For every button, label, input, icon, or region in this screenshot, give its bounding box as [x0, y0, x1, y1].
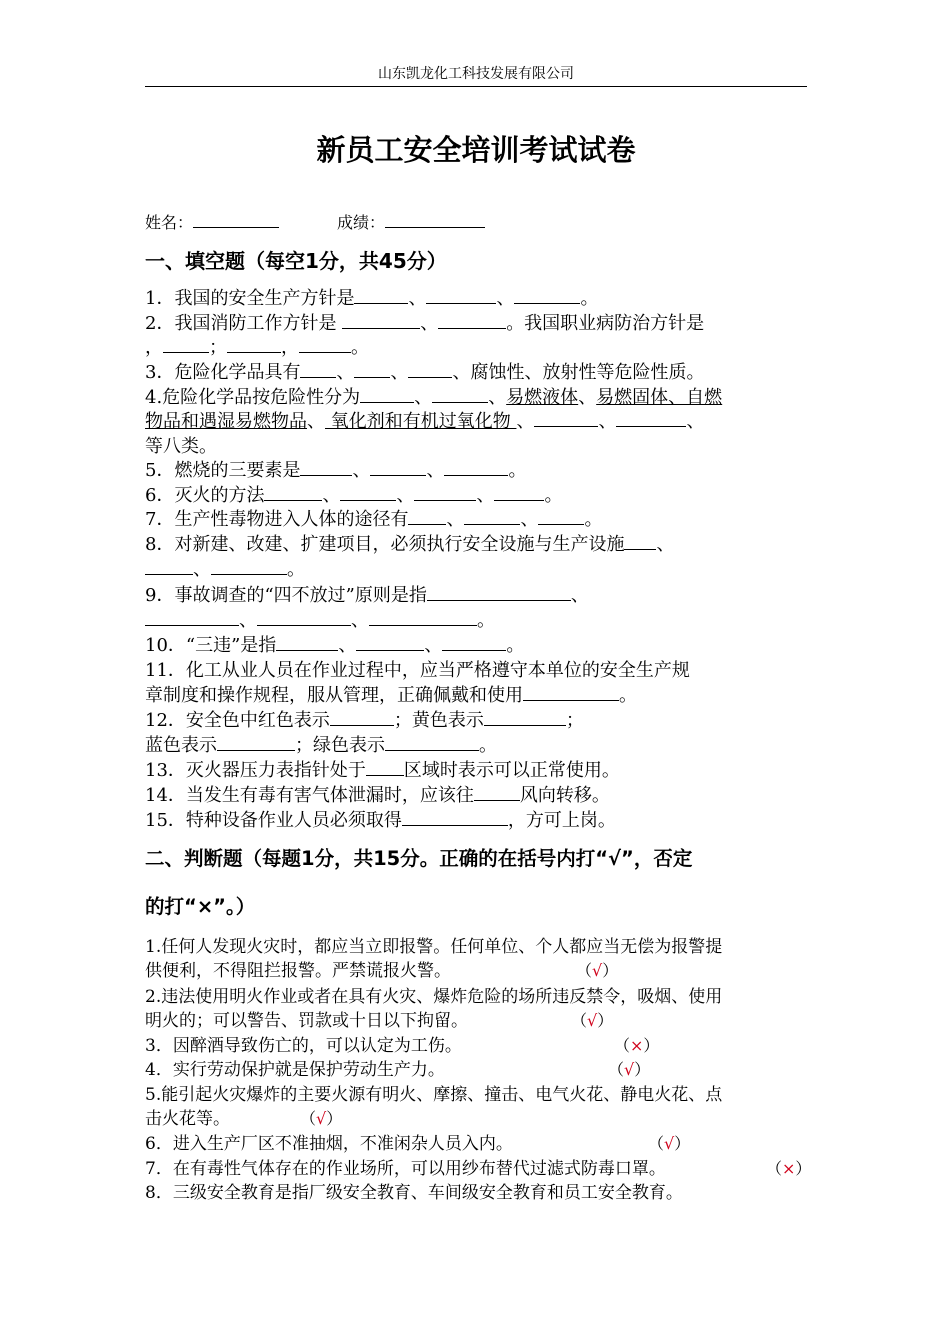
answer-blank[interactable] [342, 312, 420, 329]
answer-blank[interactable] [227, 336, 281, 353]
question-11: 11．化工从业人员在作业过程中，应当严格遵守本单位的安全生产规 [145, 660, 690, 681]
answer-blank[interactable] [264, 484, 322, 501]
answer-blank[interactable] [426, 287, 496, 304]
question-14: 14．当发生有毒有害气体泄漏时，应该往 风向转移。 [145, 785, 610, 806]
question-9: 9．事故调查的“四不放过”原则是指 、 [145, 585, 589, 606]
question-3: 3．危险化学品具有 、 、 、腐蚀性、放射性等危险性质。 [145, 362, 705, 383]
answer-blank[interactable] [257, 609, 351, 626]
answer-blank[interactable] [538, 508, 584, 525]
answer-mark: （√） [608, 1060, 651, 1079]
question-12-cont: 蓝色表示 ；绿色表示 。 [145, 735, 497, 756]
question-1: 1．我国的安全生产方针是 、 、 。 [145, 288, 599, 309]
answer-blank[interactable] [474, 784, 520, 801]
section2-heading-cont: 的打“×”。） [145, 895, 256, 918]
judgment-5-cont: 击火花等。 [145, 1109, 230, 1129]
question-9-cont: 、 、 。 [145, 609, 807, 633]
judgment-1: 1.任何人发现火灾时，都应当立即报警。任何单位、个人都应当无偿为报警提 [145, 937, 723, 957]
answer-blank[interactable] [494, 484, 544, 501]
answer-blank[interactable] [217, 734, 295, 751]
answer-blank[interactable] [330, 709, 394, 726]
answer-blank[interactable] [360, 386, 414, 403]
answer-blank[interactable] [354, 361, 390, 378]
question-13: 13．灭火器压力表指针处于 区域时表示可以正常使用。 [145, 760, 620, 781]
question-2: 2．我国消防工作方针是 、 。我国职业病防治方针是 [145, 313, 705, 334]
judgment-4: 4．实行劳动保护就是保护劳动生产力。 [145, 1060, 445, 1080]
question-15: 15．特种设备作业人员必须取得 ，方可上岗。 [145, 810, 616, 831]
question-4-cont: 物品和遇湿易燃物品、 氧化剂和有机过氧化物 、 、 、 [145, 411, 705, 432]
answer-blank[interactable] [145, 609, 239, 626]
name-label: 姓名： [145, 213, 194, 232]
name-score-row [145, 212, 485, 234]
question-8: 8．对新建、改建、扩建项目，必须执行安全设施与生产设施 、 [145, 534, 675, 555]
answer-blank[interactable] [444, 459, 508, 476]
score-blank[interactable] [385, 213, 485, 228]
judgment-5: 5.能引起火灾爆炸的主要火源有明火、摩擦、撞击、电气火花、静电火花、点 [145, 1085, 723, 1105]
score-label: 成绩： [337, 213, 386, 232]
answer-blank[interactable] [163, 336, 209, 353]
answer-blank[interactable] [366, 759, 404, 776]
answer-mark: （√） [576, 961, 619, 980]
answer-blank[interactable] [432, 386, 488, 403]
answer-blank[interactable] [442, 634, 506, 651]
answer-blank[interactable] [385, 734, 479, 751]
header-rule [145, 86, 807, 87]
judgment-6: 6．进入生产厂区不准抽烟，不准闲杂人员入内。 [145, 1134, 513, 1154]
judgment-2-cont: 明火的；可以警告、罚款或十日以下拘留。 [145, 1011, 468, 1031]
answer-blank[interactable] [624, 533, 656, 550]
question-5: 5．燃烧的三要素是 、 、 。 [145, 460, 527, 481]
answer-blank[interactable] [370, 459, 426, 476]
name-blank[interactable] [193, 213, 279, 228]
answer-mark: （√） [648, 1134, 691, 1153]
exam-title: 新员工安全培训考试试卷 [316, 133, 636, 167]
answer-blank[interactable] [464, 508, 520, 525]
answer-blank[interactable] [414, 484, 476, 501]
question-8-cont: 、 。 [145, 558, 807, 582]
answer-mark: （×） [614, 1036, 660, 1055]
answer-mark: （√） [300, 1109, 343, 1128]
answer-blank[interactable] [340, 484, 396, 501]
judgment-3: 3．因醉酒导致伤亡的，可以认定为工伤。 [145, 1036, 462, 1056]
answer-blank[interactable] [276, 634, 338, 651]
judgment-8: 8．三级安全教育是指厂级安全教育、车间级安全教育和员工安全教育。 [145, 1183, 683, 1203]
answer-blank[interactable] [408, 361, 452, 378]
section2-heading: 二、判断题（每题1分，共15分。正确的在括号内打“√”，否定 [145, 847, 693, 870]
question-12: 12．安全色中红色表示 ；黄色表示 ； [145, 710, 584, 731]
answer-blank[interactable] [402, 809, 508, 826]
judgment-7: 7．在有毒性气体存在的作业场所，可以用纱布替代过滤式防毒口罩。 [145, 1159, 666, 1179]
answer-blank[interactable] [300, 459, 352, 476]
answer-blank[interactable] [427, 584, 571, 601]
answer-blank[interactable] [484, 709, 566, 726]
question-11-cont: 章制度和操作规程，服从管理，正确佩戴和使用 。 [145, 685, 637, 706]
answer-blank[interactable] [354, 287, 408, 304]
question-4: 4.危险化学品按危险性分为 、 、易燃液体、易燃固体、自燃 [145, 387, 723, 408]
question-4-end: 等八类。 [145, 436, 217, 457]
question-2-cont: ， ； ， 。 [145, 337, 369, 358]
company-header: 山东凯龙化工科技发展有限公司 [378, 66, 574, 82]
judgment-1-cont: 供便利，不得阻拦报警。严禁谎报火警。 [145, 961, 451, 981]
answer-blank[interactable] [211, 558, 287, 575]
answer-mark: （×） [766, 1159, 812, 1178]
judgment-2: 2.违法使用明火作业或者在具有火灾、爆炸危险的场所违反禁令，吸烟、使用 [145, 987, 723, 1007]
answer-blank[interactable] [408, 508, 446, 525]
answer-blank[interactable] [369, 609, 477, 626]
answer-blank[interactable] [534, 410, 598, 427]
question-7: 7．生产性毒物进入人体的途径有 、 、 。 [145, 509, 603, 530]
answer-blank[interactable] [300, 361, 336, 378]
question-6: 6．灭火的方法 、 、 、 。 [145, 485, 563, 506]
answer-blank[interactable] [145, 558, 193, 575]
section1-heading: 一、填空题（每空1分，共45分） [145, 249, 447, 273]
answer-blank[interactable] [616, 410, 686, 427]
answer-blank[interactable] [438, 312, 506, 329]
answer-mark: （√） [571, 1011, 614, 1030]
answer-blank[interactable] [299, 336, 351, 353]
answer-blank[interactable] [514, 287, 580, 304]
answer-blank[interactable] [356, 634, 424, 651]
question-10: 10．“三违”是指 、 、 。 [145, 635, 525, 656]
answer-blank[interactable] [523, 684, 619, 701]
